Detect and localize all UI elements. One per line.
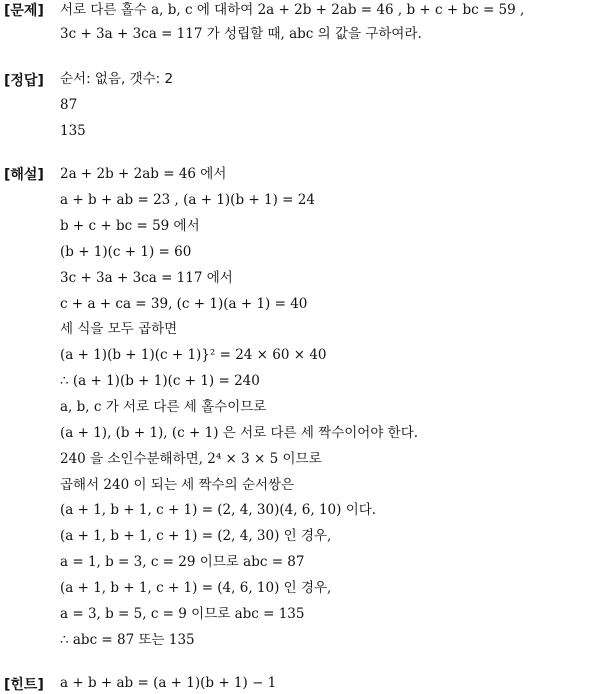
- solution-line: 240 을 소인수분해하면, 2⁴ × 3 × 5 이므로: [60, 451, 322, 467]
- problem-line: 서로 다른 홀수 a, b, c 에 대하여 2a + 2b + 2ab = 46 , b + c + bc = 59 ,: [60, 2, 525, 18]
- solution-line: ∴ abc = 87 또는 135: [60, 632, 195, 648]
- answer-label: [정답]: [4, 73, 44, 89]
- solution-line: a, b, c 가 서로 다른 세 홀수이므로: [60, 399, 267, 415]
- answer-line: 87: [60, 97, 78, 113]
- problem-label: [문제]: [4, 3, 44, 19]
- hint-label: [힌트]: [4, 677, 44, 693]
- solution-line: a + b + ab = 23 , (a + 1)(b + 1) = 24: [60, 192, 315, 208]
- solution-line: (b + 1)(c + 1) = 60: [60, 244, 192, 260]
- solution-line: ∴ (a + 1)(b + 1)(c + 1) = 240: [60, 373, 260, 389]
- solution-line: (a + 1)(b + 1)(c + 1)}² = 24 × 60 × 40: [60, 347, 327, 363]
- solution-line: (a + 1, b + 1, c + 1) = (2, 4, 30) 인 경우,: [60, 528, 332, 544]
- hint-line: a + b + ab = (a + 1)(b + 1) − 1: [60, 675, 277, 691]
- solution-line: 3c + 3a + 3ca = 117 에서: [60, 270, 233, 286]
- solution-line: (a + 1), (b + 1), (c + 1) 은 서로 다른 세 짝수이어야 한다.: [60, 425, 419, 441]
- answer-line: 순서: 없음, 갯수: 2: [60, 71, 174, 87]
- solution-line: (a + 1, b + 1, c + 1) = (2, 4, 30)(4, 6, 10) 이다.: [60, 502, 377, 518]
- solution-line: (a + 1, b + 1, c + 1) = (4, 6, 10) 인 경우,: [60, 580, 332, 596]
- solution-line: 곱해서 240 이 되는 세 짝수의 순서쌍은: [60, 477, 295, 493]
- solution-line: 세 식을 모두 곱하면: [60, 321, 178, 337]
- solution-line: a = 3, b = 5, c = 9 이므로 abc = 135: [60, 606, 305, 622]
- solution-line: a = 1, b = 3, c = 29 이므로 abc = 87: [60, 554, 305, 570]
- solution-line: b + c + bc = 59 에서: [60, 218, 200, 234]
- solution-line: 2a + 2b + 2ab = 46 에서: [60, 166, 227, 182]
- answer-line: 135: [60, 123, 86, 139]
- solution-line: c + a + ca = 39, (c + 1)(a + 1) = 40: [60, 296, 308, 312]
- problem-line: 3c + 3a + 3ca = 117 가 성립할 때, abc 의 값을 구하여라.: [60, 26, 422, 42]
- solution-label: [해설]: [4, 167, 44, 183]
